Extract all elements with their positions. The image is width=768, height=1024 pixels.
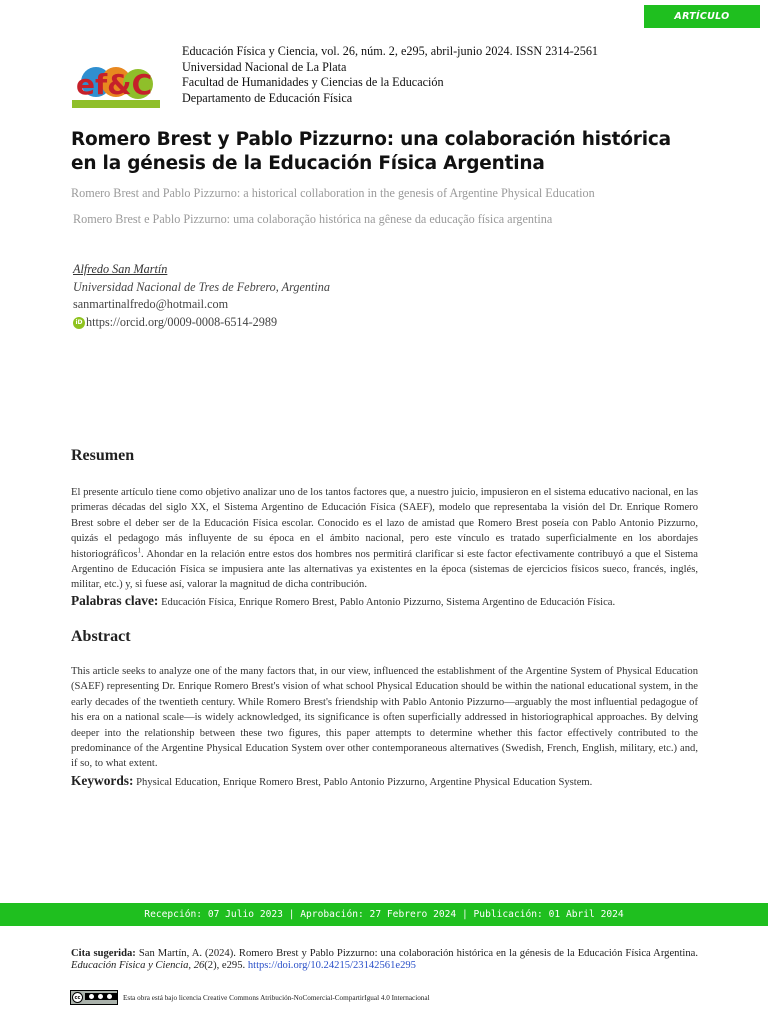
publication-dates: Recepción: 07 Julio 2023 | Aprobación: 27 Febrero 2024 | Publicación: 01 Abril 2024 [144,909,624,920]
article-title: Romero Brest y Pablo Pizzurno: una colaboración histórica en la génesis de la Educación Física Argentina [71,129,671,174]
license-block [70,990,430,1005]
faculty: Facultad de Humanidades y Ciencias de la Educación [182,75,444,90]
abstract-heading: Abstract [71,628,131,645]
citation-journal: Educación Física y Ciencia, 26 [71,960,205,971]
palabras-clave-label: Palabras clave: [71,593,159,608]
article-type-badge: ARTÍCULO [644,5,760,28]
footnote-ref[interactable]: 1 [137,546,141,555]
orcid-link[interactable]: https://orcid.org/0009-0008-6514-2989 [86,314,278,329]
orcid-row [73,314,330,332]
keywords-label: Keywords: [71,773,134,788]
keywords [71,773,711,789]
author-email[interactable]: sanmartinalfredo@hotmail.com [73,297,229,312]
suggested-citation [71,948,698,972]
title-portuguese: Romero Brest e Pablo Pizzurno: uma colaboração histórica na gênese da educação física argentina [73,212,553,226]
journal-info [182,44,598,106]
abstract-text: This article seeks to analyze one of the many factors that, in our view, influenced the establishment of the Argentine System of Physical Education (SAEF) representing Dr. Enrique Romero Brest's vision of what school Physical Education should be within the national educational system, in the early decades of the twentieth century. While Romero Brest's friendship with Pablo Antonio Pizzurno—arguably the most influential pedagogue of his era on a national scale—is widely acknowledged, its significance is often superficially addressed in historiographical approaches. By delving deeper into the relationship between these two figures, this paper attempts to determine whether this factor effectively contributed to the predominance of the Argentine Physical Education System over other contemporaneous alternatives (Swedish, French, English, military, etc.) and, if so, to what extent. [71,666,698,770]
resumen-heading: Resumen [71,447,135,464]
keywords-list: Physical Education, Enrique Romero Brest, Pablo Antonio Pizzurno, Argentine Physical Education System. [136,777,593,788]
svg-text:ef&C: ef&C [76,68,153,101]
citation-label: Cita sugerida: [71,948,136,959]
publication-dates-bar [0,903,768,926]
palabras-clave [71,593,711,609]
journal-logo [70,60,166,110]
palabras-clave-list: Educación Física, Enrique Romero Brest, Pablo Antonio Pizzurno, Sistema Argentino de Educación Física. [161,597,616,608]
author-affiliation: Universidad Nacional de Tres de Febrero, Argentina [73,279,330,294]
journal-citation-line: Educación Física y Ciencia, vol. 26, núm. 2, e295, abril-junio 2024. ISSN 2314-2561 [182,44,599,58]
title-english: Romero Brest and Pablo Pizzurno: a historical collaboration in the genesis of Argentine Physical Education [71,186,595,200]
citation-doi-link[interactable]: https://doi.org/10.24215/23142561e295 [247,960,416,971]
citation-text: San Martín, A. (2024). Romero Brest y Pablo Pizzurno: una colaboración histórica en la génesis de la Educación Física Argentina. [138,948,698,959]
resumen-text [71,485,698,593]
resumen-text-part2: . Ahondar en la relación entre estos dos hombres nos permitirá clarificar si este factor efectivamente contribuyó a que el Sistema Argentino de Educación Física se impusiera ante las alternativas ya existentes en la época (sistemas de ejercicios físicos sueco, francés, inglés, militar, etc.) y, si fuese así, valorar la magnitud de dicha contribución. [71,548,698,591]
cc-by-nc-sa-icon[interactable]: cc [70,990,118,1005]
department: Departamento de Educación Física [182,90,353,105]
license-text: Esta obra está bajo licencia Creative Commons Atribución-NoComercial-CompartirIgual 4.0 Internacional [123,993,430,1002]
author-name[interactable]: Alfredo San Martín [73,262,168,276]
resumen-text-part1: El presente artículo tiene como objetivo analizar uno de los tantos factores que, a nuestro juicio, impusieron en el sistema educativo nacional, en las primeras décadas del siglo XX, el Sistema Argentino de Educación Física (SAEF), modelo que representaba la visión del Dr. Enrique Romero Brest sobre el deber ser de la Educación Física escolar. Conocido es el lazo de amistad que Romero Brest poseía con Pablo Antonio Pizzurno, quizás el pedagogo más influyente de su época en el ámbito nacional, pero este vínculo es tratado superficialmente en los abordajes historiográficos [71,487,698,560]
author-block [73,261,330,331]
university: Universidad Nacional de La Plata [182,59,347,74]
citation-issue: (2), e295. [204,960,246,971]
orcid-icon: iD [73,317,85,329]
